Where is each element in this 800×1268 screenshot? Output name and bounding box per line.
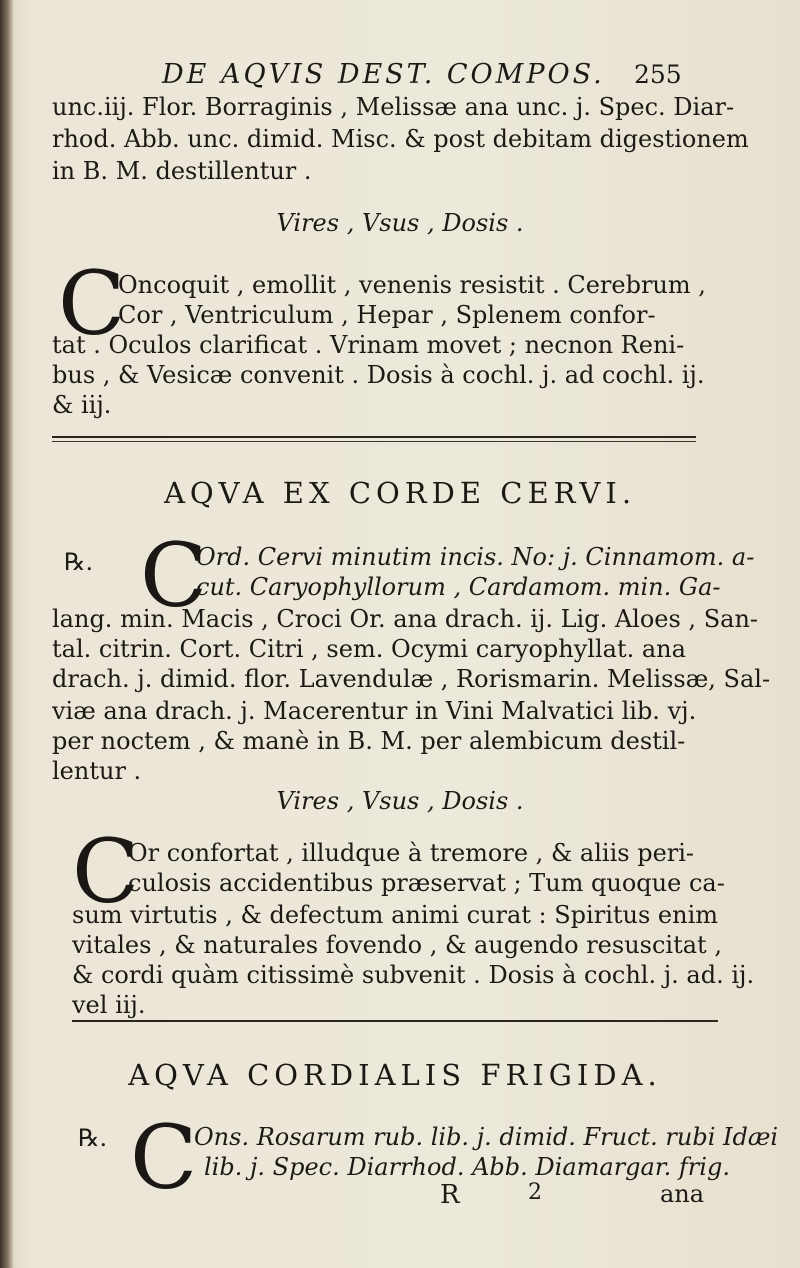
signature-number: 2 <box>528 1180 542 1205</box>
recipe-1-line-8: lentur . <box>52 757 142 785</box>
vires-2-line-3: sum virtutis , & defectum animi curat : Spiritus enim <box>72 901 719 929</box>
signature-mark: R <box>440 1180 460 1210</box>
recipe-symbol-1: ℞. <box>64 548 94 576</box>
vires-2-line-1: Or confortat , illudque à tremore , & aliis peri- <box>128 839 695 867</box>
recipe-1-line-2: cut. Caryophyllorum , Cardamom. min. Ga- <box>196 573 721 601</box>
running-title: DE AQVIS DEST. COMPOS. <box>162 59 605 90</box>
vires-1-line-4: bus , & Vesicæ convenit . Dosis à cochl. j. ad cochl. ij. <box>52 361 705 389</box>
section-rule-2 <box>72 1020 718 1022</box>
vires-2-line-6: vel iij. <box>72 991 146 1019</box>
prev-recipe-line-2: rhod. Abb. unc. dimid. Misc. & post debitam digestionem <box>52 125 749 153</box>
prev-recipe-line-1: unc.iij. Flor. Borraginis , Melissæ ana unc. j. Spec. Diar- <box>52 93 735 121</box>
page-number: 255 <box>634 60 682 89</box>
section-rule-1b <box>52 441 696 442</box>
recipe-1-line-4: tal. citrin. Cort. Citri , sem. Ocymi caryophyllat. ana <box>52 635 686 663</box>
dropcap-3: C <box>72 820 140 923</box>
vires-1-line-5: & iij. <box>52 391 112 419</box>
recipe-1-line-3: lang. min. Macis , Croci Or. ana drach. ij. Lig. Aloes , San- <box>52 605 759 633</box>
vires-2-line-4: vitales , & naturales fovendo , & augendo resuscitat , <box>72 931 722 959</box>
section-title-aqua-cordialis-frigida: AQVA CORDIALIS FRIGIDA. <box>128 1058 662 1092</box>
recipe-1-line-7: per noctem , & manè in B. M. per alembicum destil- <box>52 727 686 755</box>
section-rule-1 <box>52 436 696 438</box>
book-spine-shadow <box>0 0 14 1268</box>
dropcap-2: C <box>140 524 208 627</box>
recipe-1-line-1: Ord. Cervi minutim incis. No: j. Cinnamom. a- <box>196 543 755 571</box>
section-title-aqua-ex-corde-cervi: AQVA EX CORDE CERVI. <box>163 476 637 510</box>
vires-2-line-2: culosis accidentibus præservat ; Tum quoque ca- <box>128 869 725 897</box>
recipe-2-line-2: lib. j. Spec. Diarrhod. Abb. Diamargar. frig. <box>204 1153 730 1181</box>
dropcap-4: C <box>130 1106 198 1209</box>
recipe-symbol-2: ℞. <box>78 1124 108 1152</box>
dropcap-1: C <box>58 252 126 355</box>
vires-heading-1: Vires , Vsus , Dosis . <box>276 209 524 237</box>
recipe-2-line-1: Ons. Rosarum rub. lib. j. dimid. Fruct. rubi Idæi <box>194 1123 779 1151</box>
recipe-1-line-5: drach. j. dimid. flor. Lavendulæ , Rorismarin. Melissæ, Sal- <box>52 665 771 693</box>
prev-recipe-line-3: in B. M. destillentur . <box>52 157 312 185</box>
recipe-1-line-6: viæ ana drach. j. Macerentur in Vini Malvatici lib. vj. <box>52 697 697 725</box>
vires-1-line-3: tat . Oculos clarificat . Vrinam movet ; necnon Reni- <box>52 331 685 359</box>
catchword: ana <box>660 1180 705 1208</box>
vires-1-line-2: Cor , Ventriculum , Hepar , Splenem confor- <box>118 301 656 329</box>
vires-heading-2: Vires , Vsus , Dosis . <box>276 787 524 815</box>
vires-1-line-1: Oncoquit , emollit , venenis resistit . Cerebrum , <box>118 271 706 299</box>
vires-2-line-5: & cordi quàm citissimè subvenit . Dosis à cochl. j. ad. ij. <box>72 961 755 989</box>
